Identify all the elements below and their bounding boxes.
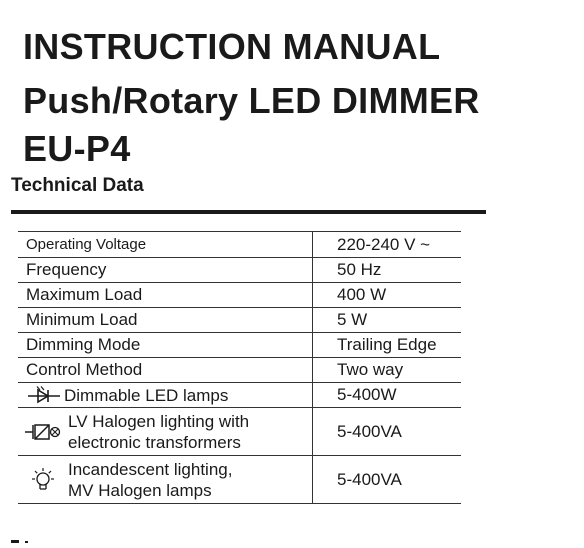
table-row: [18, 408, 461, 456]
spec-value: 50 Hz: [313, 258, 462, 283]
bulb-icon: [18, 467, 68, 493]
product-name: Push/Rotary LED DIMMER: [23, 80, 480, 121]
load-label-line2: electronic transformers: [68, 432, 241, 452]
spec-label: Control Method: [18, 358, 313, 383]
load-label-line1: Incandescent lighting,: [68, 459, 233, 479]
spec-value: Trailing Edge: [313, 333, 462, 358]
transformer-icon: [18, 422, 68, 442]
spec-value: 5 W: [313, 308, 462, 333]
spec-value: 220-240 V ~: [313, 232, 462, 258]
manual-title: INSTRUCTION MANUAL: [23, 26, 441, 67]
table-row: [18, 358, 461, 383]
table-row: [18, 383, 461, 408]
table-row: [18, 232, 461, 258]
load-label-line2: MV Halogen lamps: [68, 480, 212, 500]
load-label-line1: LV Halogen lighting with: [68, 411, 250, 431]
spec-label: Minimum Load: [18, 308, 313, 333]
led-diode-icon: [18, 386, 64, 404]
spec-label: Operating Voltage: [26, 236, 147, 253]
spec-label: Frequency: [18, 258, 313, 283]
model-number: EU-P4: [23, 128, 131, 169]
table-row: [18, 283, 461, 308]
load-label: Dimmable LED lamps: [64, 385, 229, 405]
spec-label: Maximum Load: [18, 283, 313, 308]
spec-label: Dimming Mode: [18, 333, 313, 358]
load-value: 5-400VA: [313, 456, 462, 504]
table-row: [18, 308, 461, 333]
section-divider: [11, 210, 486, 214]
load-value: 5-400W: [313, 383, 462, 408]
table-row: [18, 258, 461, 283]
spec-value: 400 W: [313, 283, 462, 308]
technical-data-table: [18, 231, 461, 504]
table-row: [18, 333, 461, 358]
next-section-fragment: [11, 530, 41, 533]
spec-value: Two way: [313, 358, 462, 383]
table-row: [18, 456, 461, 504]
load-value: 5-400VA: [313, 408, 462, 456]
section-heading: Technical Data: [11, 175, 144, 196]
